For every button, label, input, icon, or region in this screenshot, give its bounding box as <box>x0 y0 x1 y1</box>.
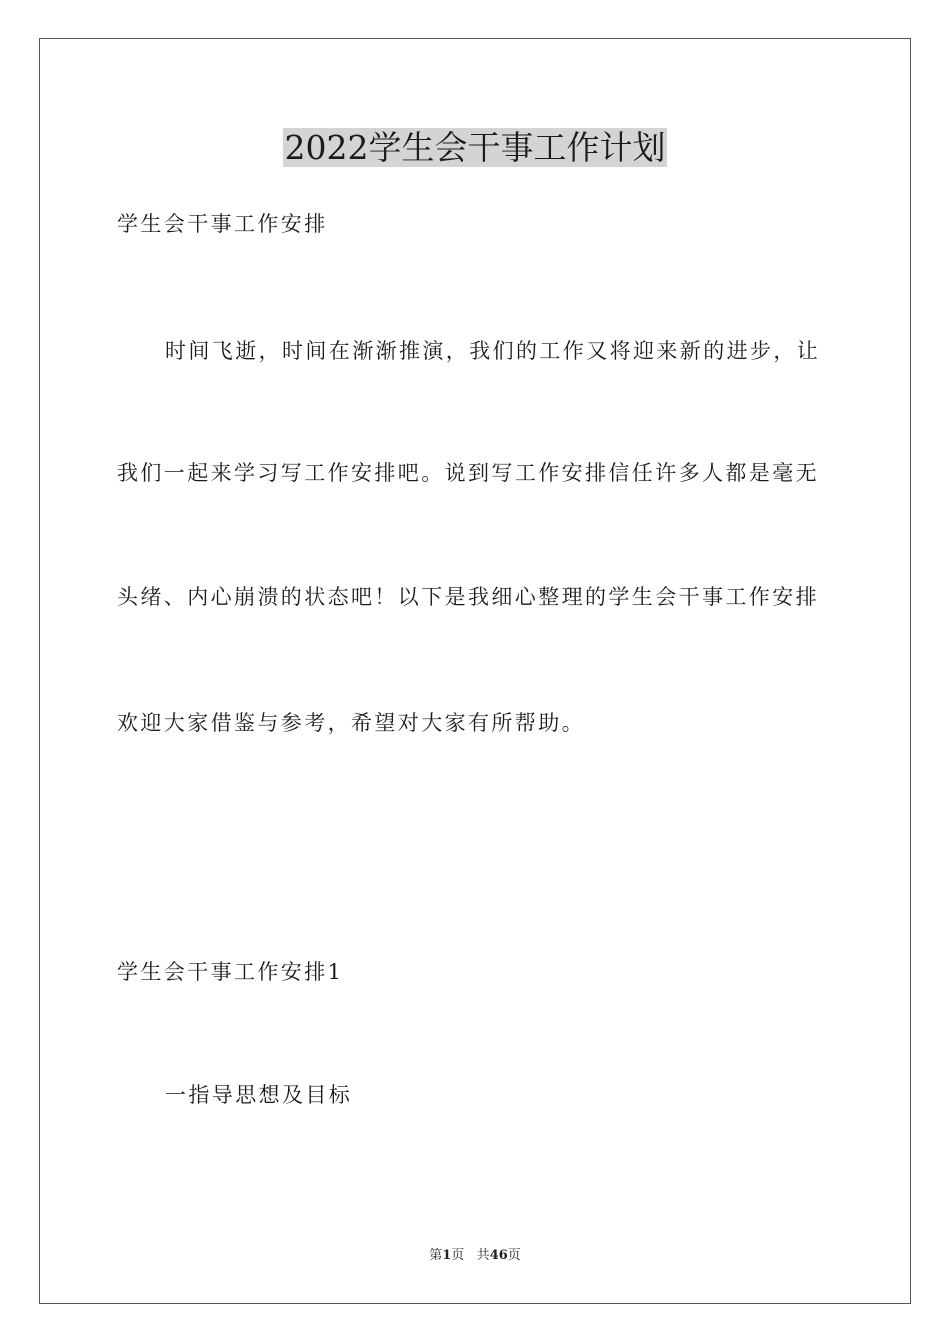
page-footer <box>0 1247 950 1265</box>
document-subtitle: 学生会干事工作安排 <box>117 212 328 236</box>
paragraph-line-1: 时间飞逝，时间在渐渐推演，我们的工作又将迎来新的进步，让 <box>165 339 821 363</box>
footer-page-total: 46 <box>489 1248 508 1263</box>
section-heading: 学生会干事工作安排1 <box>117 960 344 984</box>
footer-page-current: 1 <box>442 1248 452 1263</box>
paragraph-line-3: 头绪、内心崩溃的状态吧！以下是我细心整理的学生会干事工作安排 <box>117 585 819 609</box>
paragraph-line-4: 欢迎大家借鉴与参考，希望对大家有所帮助。 <box>117 711 585 735</box>
document-title-text: 2022学生会干事工作计划 <box>284 128 666 167</box>
document-title <box>0 126 950 170</box>
subsection-heading: 一指导思想及目标 <box>165 1083 353 1107</box>
footer-total-prefix: 共 <box>476 1248 490 1263</box>
footer-total-suffix: 页 <box>507 1248 521 1263</box>
footer-page-suffix: 页 <box>451 1248 465 1263</box>
paragraph-line-2: 我们一起来学习写工作安排吧。说到写工作安排信任许多人都是毫无 <box>117 461 819 485</box>
footer-page-prefix: 第 <box>429 1248 443 1263</box>
